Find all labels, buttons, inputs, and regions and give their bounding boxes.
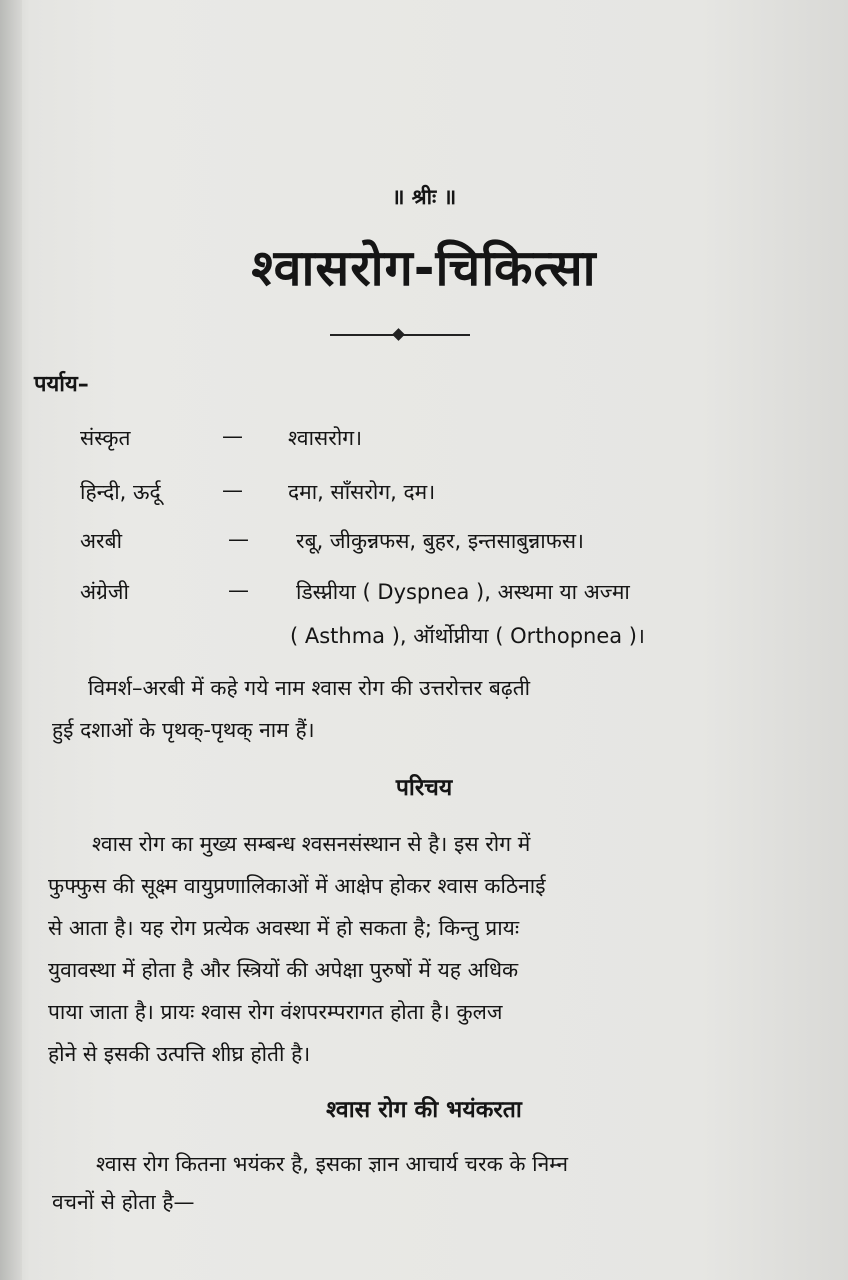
synonym-dash: — (228, 527, 249, 551)
paragraph-line: पाया जाता है। प्रायः श्वास रोग वंशपरम्परागत होता है। कुलज (48, 1000, 503, 1024)
paragraph-line: श्वास रोग का मुख्य सम्बन्ध श्वसनसंस्थान से है। इस रोग में (92, 832, 531, 856)
title-ornament (330, 329, 470, 341)
synonym-dash: — (228, 578, 249, 602)
paragraph-line: युवावस्था में होता है और स्त्रियों की अपेक्षा पुरुषों में यह अधिक (48, 958, 519, 982)
page-title: श्वासरोग-चिकित्सा (251, 239, 597, 297)
synonyms-heading: पर्याय– (34, 372, 89, 397)
synonym-names: रबू, जीकुन्नफस, बुहर, इन्तसाबुन्नाफस। (296, 529, 584, 553)
vimarsh-line: विमर्श–अरबी में कहे गये नाम श्वास रोग की उत्तरोत्तर बढ़ती (88, 676, 531, 700)
paragraph-line: श्वास रोग कितना भयंकर है, इसका ज्ञान आचार्य चरक के निम्न (96, 1152, 569, 1176)
invocation: ॥ श्रीः ॥ (391, 185, 457, 209)
synonym-names: श्वासरोग। (288, 426, 363, 450)
synonym-lang: अरबी (80, 529, 123, 553)
synonym-lang: हिन्दी, ऊर्दू (80, 480, 161, 504)
paragraph-line: से आता है। यह रोग प्रत्येक अवस्था में हो सकता है; किन्तु प्रायः (48, 916, 520, 940)
paragraph-line: फुफ्फुस की सूक्ष्म वायुप्रणालिकाओं में आक्षेप होकर श्वास कठिनाई (48, 874, 546, 898)
parichay-heading: परिचय (395, 775, 453, 801)
synonym-names-continued: ( Asthma ), ऑर्थोप्नीया ( Orthopnea )। (290, 624, 645, 648)
vimarsh-line: हुई दशाओं के पृथक्-पृथक् नाम हैं। (52, 718, 315, 742)
bhayankarta-heading: श्वास रोग की भयंकरता (326, 1097, 522, 1123)
paragraph-line: वचनों से होता है— (52, 1190, 195, 1214)
synonym-names: दमा, साँसरोग, दम। (288, 480, 436, 504)
synonym-dash: — (222, 424, 243, 448)
synonym-dash: — (222, 478, 243, 502)
paragraph-line: होने से इसकी उत्पत्ति शीघ्र होती है। (48, 1042, 311, 1066)
synonym-lang: संस्कृत (80, 426, 131, 450)
synonym-lang: अंग्रेजी (80, 580, 129, 604)
synonym-names: डिस्प्नीया ( Dyspnea ), अस्थमा या अज्मा (296, 580, 630, 604)
